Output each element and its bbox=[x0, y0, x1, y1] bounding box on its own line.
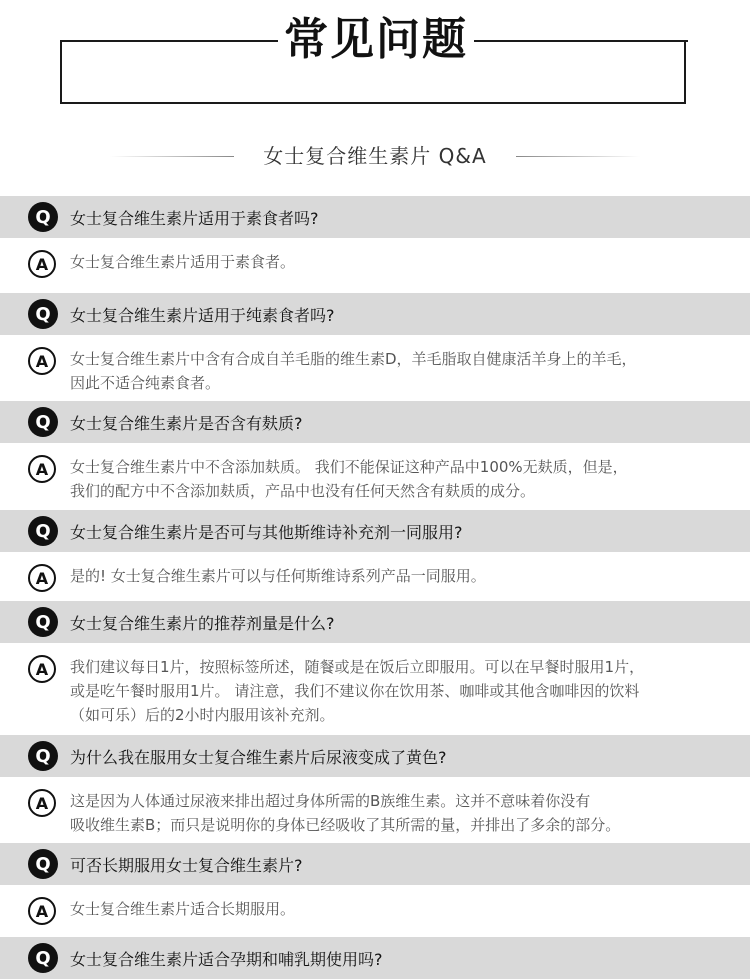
title-frame-top-left-line bbox=[60, 40, 278, 42]
faq-question-text: 女士复合维生素片适合孕期和哺乳期使用吗? bbox=[70, 949, 383, 969]
subtitle-divider-left bbox=[110, 156, 234, 157]
subtitle-row bbox=[0, 138, 750, 174]
faq-question-text: 女士复合维生素片适用于素食者吗? bbox=[70, 208, 319, 228]
faq-question-text: 女士复合维生素片是否可与其他斯维诗补充剂一同服用? bbox=[70, 522, 463, 542]
faq-question-row bbox=[0, 735, 750, 777]
faq-question-row bbox=[0, 937, 750, 979]
faq-answer-text: 女士复合维生素片中不含添加麸质。 我们不能保证这种产品中100%无麸质，但是， 我们的配方中不含添加麸质，产品中也没有任何天然含有麸质的成分。 bbox=[70, 458, 628, 500]
faq-question-text: 女士复合维生素片适用于纯素食者吗? bbox=[70, 305, 335, 325]
faq-question-row bbox=[0, 293, 750, 335]
question-badge-icon: Q bbox=[28, 849, 58, 879]
title-frame-top-right-line bbox=[474, 40, 688, 42]
subtitle-divider-right bbox=[516, 156, 640, 157]
answer-badge-icon: A bbox=[28, 564, 56, 592]
faq-answer-text: 是的! 女士复合维生素片可以与任何斯维诗系列产品一同服用。 bbox=[70, 567, 486, 585]
faq-question-text: 女士复合维生素片是否含有麸质? bbox=[70, 413, 303, 433]
faq-answer-row bbox=[0, 777, 750, 843]
page-title: 常见问题 bbox=[284, 14, 468, 65]
answer-badge-icon: A bbox=[28, 789, 56, 817]
faq-question-row bbox=[0, 510, 750, 552]
faq-answer-row bbox=[0, 443, 750, 510]
answer-badge-icon: A bbox=[28, 655, 56, 683]
question-badge-icon: Q bbox=[28, 943, 58, 973]
faq-answer-text: 女士复合维生素片适合长期服用。 bbox=[70, 900, 296, 918]
faq-question-text: 女士复合维生素片的推荐剂量是什么? bbox=[70, 613, 335, 633]
question-badge-icon: Q bbox=[28, 299, 58, 329]
header bbox=[0, 0, 750, 130]
question-badge-icon: Q bbox=[28, 516, 58, 546]
faq-question-row bbox=[0, 843, 750, 885]
faq-answer-row bbox=[0, 643, 750, 735]
answer-badge-icon: A bbox=[28, 250, 56, 278]
faq-answer-text: 女士复合维生素片适用于素食者。 bbox=[70, 253, 296, 271]
answer-badge-icon: A bbox=[28, 347, 56, 375]
faq-question-row bbox=[0, 196, 750, 238]
answer-badge-icon: A bbox=[28, 455, 56, 483]
faq-answer-row bbox=[0, 885, 750, 937]
subtitle: 女士复合维生素片 Q&A bbox=[263, 144, 487, 168]
question-badge-icon: Q bbox=[28, 407, 58, 437]
faq-answer-row bbox=[0, 335, 750, 401]
faq-answer-text: 这是因为人体通过尿液来排出超过身体所需的B族维生素。这并不意味着你没有 吸收维生素B；而只是说明你的身体已经吸收了其所需的量，并排出了多余的部分。 bbox=[70, 792, 621, 834]
faq-question-text: 为什么我在服用女士复合维生素片后尿液变成了黄色? bbox=[70, 747, 447, 767]
question-badge-icon: Q bbox=[28, 202, 58, 232]
faq-list bbox=[0, 196, 750, 979]
question-badge-icon: Q bbox=[28, 741, 58, 771]
faq-question-text: 可否长期服用女士复合维生素片? bbox=[70, 855, 303, 875]
faq-question-row bbox=[0, 601, 750, 643]
faq-answer-text: 我们建议每日1片，按照标签所述，随餐或是在饭后立即服用。可以在早餐时服用1片， 或是吃午餐时服用1片。 请注意，我们不建议你在饮用茶、咖啡或其他含咖啡因的饮料 （如可乐）后的2小时内服用该补充剂。 bbox=[70, 658, 645, 724]
question-badge-icon: Q bbox=[28, 607, 58, 637]
faq-answer-row bbox=[0, 552, 750, 601]
answer-badge-icon: A bbox=[28, 897, 56, 925]
faq-answer-text: 女士复合维生素片中含有合成自羊毛脂的维生素D，羊毛脂取自健康活羊身上的羊毛， 因此不适合纯素食者。 bbox=[70, 350, 637, 392]
faq-answer-row bbox=[0, 238, 750, 293]
faq-question-row bbox=[0, 401, 750, 443]
